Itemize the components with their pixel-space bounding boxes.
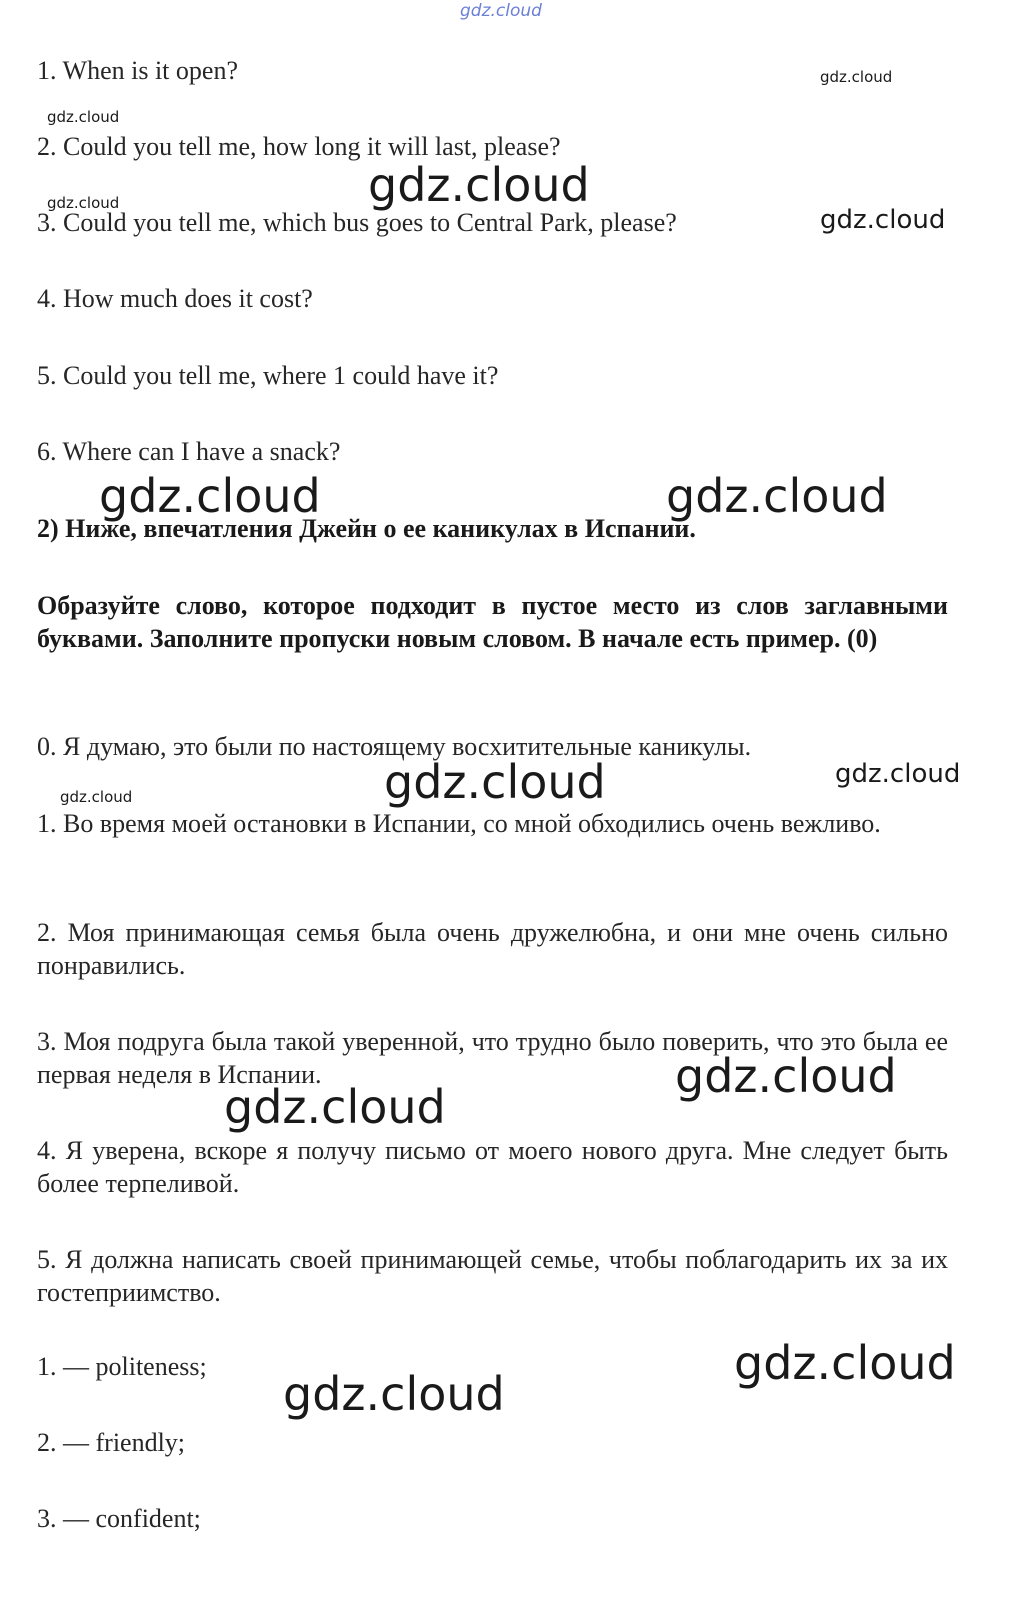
question-item: 1. When is it open? xyxy=(37,56,238,85)
question-item: 6. Where can I have a snack? xyxy=(37,437,341,466)
watermark: gdz.cloud xyxy=(368,158,590,212)
instruction-text: Образуйте слово, которое подходит в пустое место из слов заглавными буквами. Заполните пропуски новым словом. В начале есть пример. (0) xyxy=(37,591,948,653)
watermark: gdz.cloud xyxy=(47,194,120,212)
watermark: gdz.cloud xyxy=(835,759,961,789)
watermark: gdz.cloud xyxy=(60,788,133,806)
section-heading: 2) Ниже, впечатления Джейн о ее каникулах в Испании. xyxy=(37,514,696,543)
watermark: gdz.cloud xyxy=(224,1080,446,1134)
sentence-item: 5. Я должна написать своей принимающей семье, чтобы поблагодарить их за их гостеприимство. xyxy=(37,1245,948,1307)
sentence-item: 1. Во время моей остановки в Испании, со мной обходились очень вежливо. xyxy=(37,809,881,838)
watermark: gdz.cloud xyxy=(283,1367,505,1421)
watermark: gdz.cloud xyxy=(666,469,888,523)
question-item: 3. Could you tell me, which bus goes to Central Park, please? xyxy=(37,208,677,237)
answer-item: 3. — confident; xyxy=(37,1504,201,1533)
answer-item: 2. — friendly; xyxy=(37,1428,186,1457)
watermark: gdz.cloud xyxy=(675,1049,897,1103)
sentence-item: 3. Моя подруга была такой уверенной, что трудно было поверить, что это была ее первая неделя в Испании. xyxy=(37,1027,948,1089)
question-item: 2. Could you tell me, how long it will last, please? xyxy=(37,132,561,161)
watermark: gdz.cloud xyxy=(734,1336,956,1390)
sentence-item: 4. Я уверена, вскоре я получу письмо от моего нового друга. Мне следует быть более терпеливой. xyxy=(37,1136,948,1198)
watermark: gdz.cloud xyxy=(99,469,321,523)
sentence-item: 2. Моя принимающая семья была очень дружелюбна, и они мне очень сильно понравились. xyxy=(37,918,948,980)
watermark: gdz.cloud xyxy=(820,205,946,235)
watermark-top: gdz.cloud xyxy=(460,1,542,21)
watermark: gdz.cloud xyxy=(47,108,120,126)
question-item: 5. Could you tell me, where 1 could have it? xyxy=(37,361,499,390)
watermark: gdz.cloud xyxy=(384,755,606,809)
watermark: gdz.cloud xyxy=(820,68,893,86)
question-item: 4. How much does it cost? xyxy=(37,284,313,313)
sentence-item: 0. Я думаю, это были по настоящему восхитительные каникулы. xyxy=(37,732,752,761)
answer-item: 1. — politeness; xyxy=(37,1352,207,1381)
